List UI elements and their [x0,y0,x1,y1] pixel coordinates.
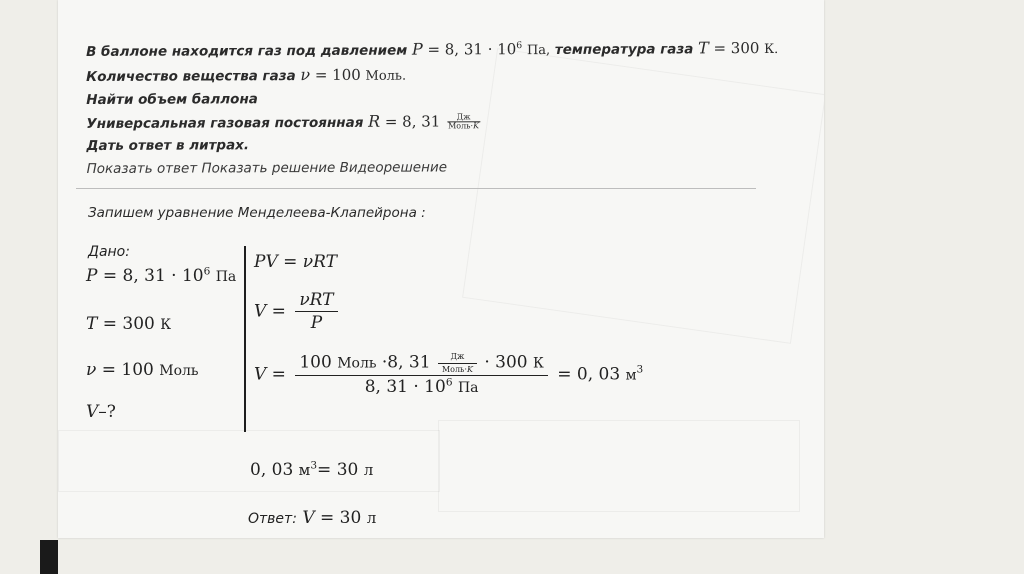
problem-line-5: Дать ответ в литрах. [86,137,250,155]
unit-conversion: 0, 03 $м^3= 30$ л [250,459,374,480]
equation-ideal-gas: PV = νRT [254,252,337,272]
given-heading: Дано: [88,244,130,260]
temperature-unit: К. [764,41,779,58]
pressure-unit: Па, [526,42,551,59]
problem-line-2 [86,61,816,89]
temperature-value: = 300 [713,39,760,58]
equation-volume-calculation: V = 100 Моль ·8, 31 $\frac{Дж}{\text{Моль·K}}$ · 300 К 8, $31 \cdot 10^6$ Па = 0, 03 $м^3$ [254,352,644,398]
section-divider [76,188,756,189]
gas-constant-value: = 8, 31 [384,112,441,131]
pressure-symbol: P [411,39,423,59]
given-amount: ν = 100 Моль [86,360,199,380]
amount-unit: Моль. [365,68,407,84]
problem-text: В баллоне находится газ под давлением [86,42,408,60]
given-separator-bar [244,246,246,432]
given-pressure: P = 8, $31 \cdot 10^6$ Па [86,265,237,286]
gas-constant-symbol: R [368,111,381,131]
solution-title: Запишем уравнение Менделеева-Клапейрона : [88,205,426,221]
problem-line-3: Найти объем баллона [86,91,258,109]
gas-constant-unit: $\frac{Дж}{\text{Моль·K}}$ [448,112,480,131]
problem-statement [86,37,817,181]
given-temperature: T = 300 К [86,314,172,334]
problem-line-4 [86,109,816,136]
show-through-table [438,420,800,512]
given-unknown-volume: V–? [86,402,116,422]
problem-text: температура газа [554,41,694,58]
pressure-value: 8, $31 \cdot 10^6$ [444,40,523,59]
problem-line-1 [86,37,816,65]
problem-text: Универсальная газовая постоянная [86,114,364,132]
slide-frame-bar [40,540,58,574]
final-answer: Ответ: V = 30 л [248,508,377,528]
amount-symbol: ν [300,64,311,84]
problem-text: Количество вещества газа [86,67,296,85]
show-answer-links: Показать ответ Показать решение Видеорешение [86,159,448,177]
temperature-symbol: T [698,38,709,58]
equation-volume-formula: V = νRT P [254,290,342,334]
equals-sign: = [427,40,441,59]
scanned-page [58,0,824,538]
amount-value: = 100 [314,65,361,84]
show-through-table-left [58,430,440,492]
